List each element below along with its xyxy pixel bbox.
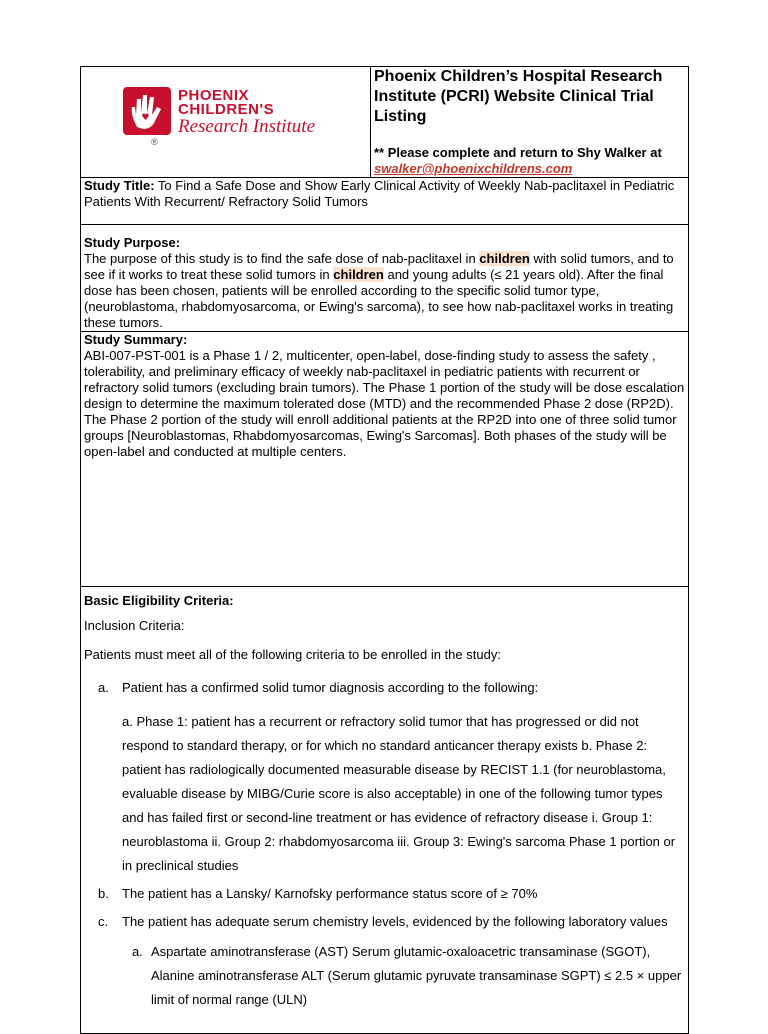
criterion-c-sub — [84, 940, 685, 1012]
criteria-list-continued — [84, 882, 685, 934]
form-table — [80, 66, 689, 1034]
eligibility-cell — [81, 587, 689, 1034]
study-purpose-text — [84, 251, 685, 331]
criterion-c-marker: c. — [98, 914, 109, 929]
criteria-list — [84, 676, 685, 700]
study-summary-label: Study Summary: — [84, 332, 188, 347]
criterion-b-marker: b. — [98, 886, 109, 901]
logo-text-phoenix: PHOENIX — [178, 87, 250, 104]
criterion-c-sub-marker: a. — [132, 944, 143, 959]
highlight-children-1: children — [479, 251, 530, 266]
return-note — [374, 145, 685, 177]
criterion-c — [84, 910, 685, 934]
study-purpose-label: Study Purpose: — [84, 235, 181, 250]
logo-text-research-institute: Research Institute — [178, 116, 316, 137]
study-purpose-cell — [81, 225, 689, 332]
inclusion-heading: Inclusion Criteria: — [84, 618, 185, 633]
return-note-text: ** Please complete and return to Shy Walker at — [374, 145, 662, 160]
eligibility-intro: Patients must meet all of the following criteria to be enrolled in the study: — [84, 647, 501, 662]
criterion-b-text: The patient has a Lansky/ Karnofsky performance status score of ≥ 70% — [122, 886, 538, 901]
criterion-c-text: The patient has adequate serum chemistry levels, evidenced by the following laboratory values — [122, 914, 668, 929]
criterion-a — [84, 676, 685, 700]
eligibility-label: Basic Eligibility Criteria: — [84, 593, 234, 608]
clinical-trial-form — [80, 66, 689, 1034]
study-title-cell — [81, 178, 689, 225]
criterion-c-sub-text: Aspartate aminotransferase (AST) Serum glutamic-oxaloacetric transaminase (SGOT), Alanine aminotransferase ALT (Serum glutamic pyruvate transaminase SGPT) ≤ 2.5 × upper limit of normal range (ULN) — [151, 944, 682, 1007]
study-title-label: Study Title: — [84, 178, 155, 193]
logo-cell — [81, 67, 371, 178]
logo-text-childrens: CHILDREN'S — [178, 101, 275, 118]
criterion-a-detail: a. Phase 1: patient has a recurrent or refractory solid tumor that has progressed or did not respond to standard therapy, or for which no standard anticancer therapy exists b. Phase 2: patient has radiologically documented measurable disease by RECIST 1.1 (for neuroblastoma, evaluable disease by MIBG/Curie score is also acceptable) in one of the following tumor types and has failed first or second-line treatment or has evidence of refractory disease i. Group 1: neuroblastoma ii. Group 2: rhabdomyosarcoma iii. Group 3: Ewing's sarcoma Phase 1 portion or in preclinical studies — [122, 714, 676, 873]
document-title: Phoenix Children’s Hospital Research Institute (PCRI) Website Clinical Trial Listing — [374, 68, 663, 125]
study-summary-cell — [81, 332, 689, 587]
study-summary-text: ABI-007-PST-001 is a Phase 1 / 2, multicenter, open-label, dose-finding study to assess the safety , tolerability, and preliminary efficacy of weekly nab-paclitaxel in pediatric patients with recurrent or refractory solid tumors (excluding brain tumors). The Phase 1 portion of the study will be dose escalation design to determine the maximum tolerated dose (MTD) and the recommended Phase 2 dose (RP2D). The Phase 2 portion of the study will enroll additional patients at the RP2D into one of three solid tumor groups [Neuroblastomas, Rhabdomyosarcomas, Ewing's Sarcomas]. Both phases of the study will be open-label and conducted at multiple centers. — [84, 348, 685, 459]
purpose-part-1: The purpose of this study is to find the safe dose of nab-paclitaxel in — [84, 251, 480, 266]
criterion-a-marker: a. — [98, 680, 109, 695]
purpose-part-2: with solid tumors, and to see if it works to treat these solid tumors in — [84, 251, 674, 282]
registered-mark: ® — [151, 137, 158, 147]
highlight-children-2: children — [333, 267, 384, 282]
criterion-b — [84, 882, 685, 906]
hand-heart-icon — [123, 87, 171, 135]
study-title-text: To Find a Safe Dose and Show Early Clinical Activity of Weekly Nab-paclitaxel in Pediatric Patients With Recurrent/ Refractory Solid Tumors — [84, 178, 675, 209]
contact-email-link[interactable]: swalker@phoenixchildrens.com — [374, 161, 573, 176]
purpose-part-3: and young adults (≤ 21 years old). After the final dose has been chosen, patients will be enrolled according to the specific solid tumor type, (neuroblastoma, rhabdomyosarcoma, or Ewing's sarcoma), to see how nab-paclitaxel works in treating these tumors. — [84, 267, 674, 330]
criterion-a-text: Patient has a confirmed solid tumor diagnosis according to the following: — [122, 680, 539, 695]
title-cell — [371, 67, 689, 178]
